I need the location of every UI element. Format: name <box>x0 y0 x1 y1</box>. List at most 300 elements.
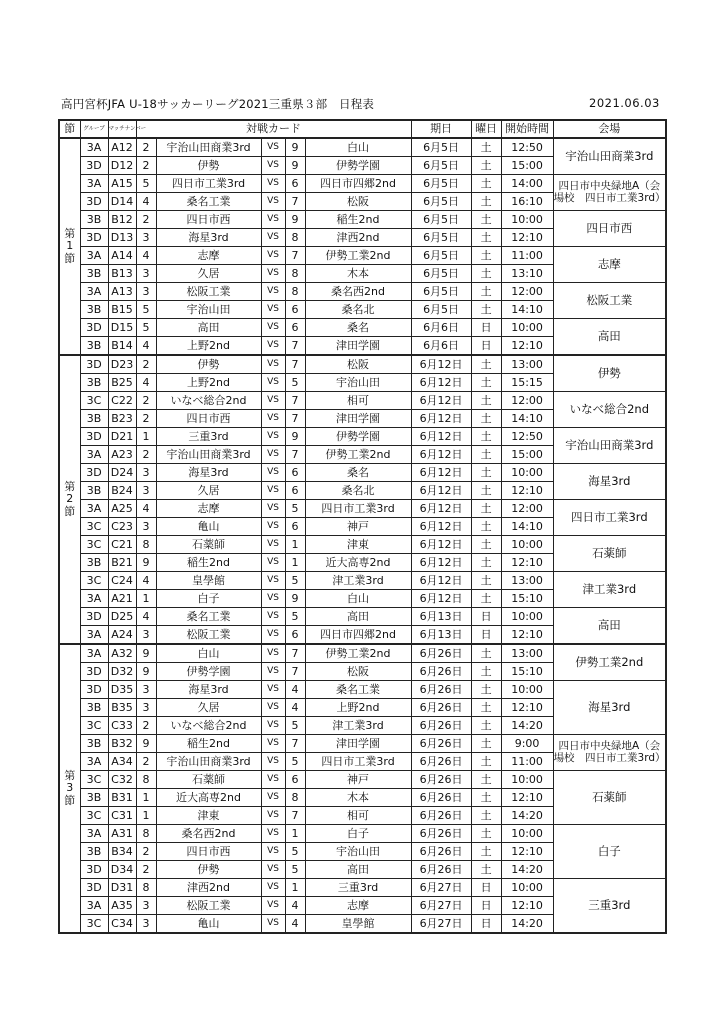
group-cell: 3B <box>80 211 108 229</box>
group-cell: 3C <box>80 807 108 825</box>
home-team-cell: 伊勢学園 <box>156 663 261 681</box>
date-cell: 6月12日 <box>411 464 471 482</box>
away-team-cell: 津西2nd <box>305 229 411 247</box>
table-body <box>59 138 666 933</box>
date-cell: 6月6日 <box>411 337 471 356</box>
weekday-cell: 土 <box>471 536 501 554</box>
vs-cell: VS <box>261 699 285 717</box>
table-row <box>59 392 666 410</box>
match-number-cell: B14 <box>108 337 136 356</box>
away-seed-cell: 5 <box>285 374 305 392</box>
group-cell: 3A <box>80 626 108 645</box>
home-seed-cell: 8 <box>136 825 156 843</box>
home-team-cell: 稲生2nd <box>156 735 261 753</box>
group-cell: 3D <box>80 879 108 897</box>
start-time-cell: 10:00 <box>501 464 553 482</box>
home-team-cell: 伊勢 <box>156 355 261 374</box>
weekday-cell: 日 <box>471 337 501 356</box>
home-team-cell: 伊勢 <box>156 157 261 175</box>
date-cell: 6月27日 <box>411 897 471 915</box>
header-group: グループ <box>80 120 108 138</box>
home-team-cell: いなべ総合2nd <box>156 717 261 735</box>
start-time-cell: 15:00 <box>501 157 553 175</box>
weekday-cell: 土 <box>471 446 501 464</box>
home-team-cell: 亀山 <box>156 518 261 536</box>
match-number-cell: A35 <box>108 897 136 915</box>
vs-cell: VS <box>261 590 285 608</box>
home-seed-cell: 2 <box>136 843 156 861</box>
table-row <box>59 825 666 843</box>
match-number-cell: D35 <box>108 681 136 699</box>
match-number-cell: C22 <box>108 392 136 410</box>
away-seed-cell: 6 <box>285 301 305 319</box>
home-seed-cell: 3 <box>136 518 156 536</box>
date-cell: 6月12日 <box>411 446 471 464</box>
weekday-cell: 日 <box>471 897 501 915</box>
section-label <box>59 644 80 933</box>
venue-cell: 松阪工業 <box>553 283 666 319</box>
away-seed-cell: 5 <box>285 608 305 626</box>
match-number-cell: D24 <box>108 464 136 482</box>
start-time-cell: 12:50 <box>501 138 553 157</box>
away-seed-cell: 4 <box>285 915 305 934</box>
away-seed-cell: 9 <box>285 590 305 608</box>
away-team-cell: 神戸 <box>305 771 411 789</box>
vs-cell: VS <box>261 157 285 175</box>
away-team-cell: 白山 <box>305 138 411 157</box>
start-time-cell: 14:20 <box>501 861 553 879</box>
section-label-text: 第2節 <box>64 479 76 518</box>
match-number-cell: B24 <box>108 482 136 500</box>
weekday-cell: 土 <box>471 392 501 410</box>
weekday-cell: 土 <box>471 717 501 735</box>
home-seed-cell: 3 <box>136 915 156 934</box>
start-time-cell: 13:00 <box>501 644 553 663</box>
home-team-cell: 松阪工業 <box>156 897 261 915</box>
weekday-cell: 土 <box>471 374 501 392</box>
home-seed-cell: 9 <box>136 735 156 753</box>
away-team-cell: 伊勢工業2nd <box>305 446 411 464</box>
group-cell: 3D <box>80 229 108 247</box>
home-team-cell: 松阪工業 <box>156 283 261 301</box>
away-seed-cell: 1 <box>285 554 305 572</box>
home-seed-cell: 5 <box>136 175 156 193</box>
home-team-cell: 海星3rd <box>156 229 261 247</box>
home-seed-cell: 2 <box>136 355 156 374</box>
group-cell: 3C <box>80 915 108 934</box>
weekday-cell: 土 <box>471 644 501 663</box>
vs-cell: VS <box>261 626 285 645</box>
away-seed-cell: 5 <box>285 843 305 861</box>
match-number-cell: B25 <box>108 374 136 392</box>
away-team-cell: 白子 <box>305 825 411 843</box>
group-cell: 3C <box>80 392 108 410</box>
vs-cell: VS <box>261 283 285 301</box>
match-number-cell: D32 <box>108 663 136 681</box>
start-time-cell: 10:00 <box>501 879 553 897</box>
start-time-cell: 12:00 <box>501 283 553 301</box>
weekday-cell: 土 <box>471 843 501 861</box>
away-seed-cell: 7 <box>285 337 305 356</box>
header-section: 節 <box>59 120 80 138</box>
start-time-cell: 10:00 <box>501 771 553 789</box>
weekday-cell: 土 <box>471 157 501 175</box>
weekday-cell: 土 <box>471 410 501 428</box>
home-team-cell: 桑名西2nd <box>156 825 261 843</box>
home-seed-cell: 4 <box>136 572 156 590</box>
home-seed-cell: 1 <box>136 789 156 807</box>
match-number-cell: B13 <box>108 265 136 283</box>
away-team-cell: 伊勢工業2nd <box>305 644 411 663</box>
date-cell: 6月26日 <box>411 843 471 861</box>
away-team-cell: 津東 <box>305 536 411 554</box>
venue-cell: 伊勢工業2nd <box>553 644 666 681</box>
weekday-cell: 日 <box>471 319 501 337</box>
date-cell: 6月27日 <box>411 879 471 897</box>
away-team-cell: 木本 <box>305 265 411 283</box>
date-cell: 6月26日 <box>411 735 471 753</box>
start-time-cell: 13:00 <box>501 572 553 590</box>
away-team-cell: 宇治山田 <box>305 843 411 861</box>
venue-cell: 四日市西 <box>553 211 666 247</box>
group-cell: 3C <box>80 572 108 590</box>
home-seed-cell: 4 <box>136 500 156 518</box>
away-team-cell: 上野2nd <box>305 699 411 717</box>
away-seed-cell: 6 <box>285 771 305 789</box>
away-team-cell: 津田学園 <box>305 735 411 753</box>
venue-cell: 宇治山田商業3rd <box>553 428 666 464</box>
match-number-cell: A13 <box>108 283 136 301</box>
group-cell: 3B <box>80 482 108 500</box>
match-number-cell: C31 <box>108 807 136 825</box>
match-number-cell: D34 <box>108 861 136 879</box>
home-team-cell: 四日市西 <box>156 410 261 428</box>
vs-cell: VS <box>261 374 285 392</box>
weekday-cell: 土 <box>471 807 501 825</box>
group-cell: 3A <box>80 138 108 157</box>
weekday-cell: 土 <box>471 590 501 608</box>
weekday-cell: 土 <box>471 229 501 247</box>
away-team-cell: 稲生2nd <box>305 211 411 229</box>
home-team-cell: 宇治山田商業3rd <box>156 138 261 157</box>
away-seed-cell: 8 <box>285 283 305 301</box>
vs-cell: VS <box>261 554 285 572</box>
date-cell: 6月5日 <box>411 193 471 211</box>
home-team-cell: 上野2nd <box>156 374 261 392</box>
away-team-cell: 桑名 <box>305 464 411 482</box>
date-cell: 6月26日 <box>411 681 471 699</box>
vs-cell: VS <box>261 644 285 663</box>
vs-cell: VS <box>261 879 285 897</box>
weekday-cell: 土 <box>471 572 501 590</box>
match-number-cell: B15 <box>108 301 136 319</box>
date-cell: 6月13日 <box>411 626 471 645</box>
group-cell: 3D <box>80 428 108 446</box>
match-number-cell: A23 <box>108 446 136 464</box>
weekday-cell: 土 <box>471 699 501 717</box>
weekday-cell: 日 <box>471 626 501 645</box>
date-cell: 6月6日 <box>411 319 471 337</box>
vs-cell: VS <box>261 482 285 500</box>
table-row <box>59 211 666 229</box>
date-cell: 6月5日 <box>411 157 471 175</box>
home-team-cell: 四日市工業3rd <box>156 175 261 193</box>
away-team-cell: 桑名 <box>305 319 411 337</box>
home-seed-cell: 3 <box>136 464 156 482</box>
away-team-cell: 三重3rd <box>305 879 411 897</box>
group-cell: 3B <box>80 735 108 753</box>
away-seed-cell: 9 <box>285 157 305 175</box>
vs-cell: VS <box>261 861 285 879</box>
home-seed-cell: 2 <box>136 446 156 464</box>
vs-cell: VS <box>261 355 285 374</box>
weekday-cell: 日 <box>471 879 501 897</box>
venue-cell: 高田 <box>553 608 666 645</box>
table-row <box>59 572 666 590</box>
start-time-cell: 9:00 <box>501 735 553 753</box>
table-row <box>59 735 666 753</box>
start-time-cell: 10:00 <box>501 681 553 699</box>
home-seed-cell: 3 <box>136 265 156 283</box>
away-seed-cell: 4 <box>285 699 305 717</box>
away-seed-cell: 9 <box>285 428 305 446</box>
vs-cell: VS <box>261 247 285 265</box>
home-team-cell: 白山 <box>156 644 261 663</box>
away-team-cell: 松阪 <box>305 193 411 211</box>
weekday-cell: 土 <box>471 482 501 500</box>
start-time-cell: 12:50 <box>501 428 553 446</box>
match-number-cell: C33 <box>108 717 136 735</box>
header-venue: 会場 <box>553 120 666 138</box>
date-cell: 6月26日 <box>411 789 471 807</box>
away-team-cell: 津工業3rd <box>305 717 411 735</box>
home-team-cell: 津東 <box>156 807 261 825</box>
venue-cell: いなべ総合2nd <box>553 392 666 428</box>
away-team-cell: 志摩 <box>305 897 411 915</box>
away-team-cell: 皇學館 <box>305 915 411 934</box>
start-time-cell: 15:10 <box>501 663 553 681</box>
away-seed-cell: 5 <box>285 753 305 771</box>
group-cell: 3C <box>80 518 108 536</box>
home-team-cell: 白子 <box>156 590 261 608</box>
header-match-card: 対戦カード <box>136 120 411 138</box>
vs-cell: VS <box>261 337 285 356</box>
match-number-cell: A14 <box>108 247 136 265</box>
date-cell: 6月26日 <box>411 644 471 663</box>
start-time-cell: 14:10 <box>501 518 553 536</box>
date-cell: 6月12日 <box>411 500 471 518</box>
table-row <box>59 608 666 626</box>
away-seed-cell: 7 <box>285 663 305 681</box>
match-number-cell: D14 <box>108 193 136 211</box>
away-team-cell: 近大高専2nd <box>305 554 411 572</box>
match-number-cell: B32 <box>108 735 136 753</box>
weekday-cell: 土 <box>471 861 501 879</box>
weekday-cell: 土 <box>471 175 501 193</box>
home-team-cell: 松阪工業 <box>156 626 261 645</box>
home-team-cell: 宇治山田商業3rd <box>156 446 261 464</box>
group-cell: 3A <box>80 500 108 518</box>
away-seed-cell: 5 <box>285 572 305 590</box>
venue-cell: 石薬師 <box>553 536 666 572</box>
vs-cell: VS <box>261 301 285 319</box>
away-seed-cell: 7 <box>285 735 305 753</box>
home-team-cell: 皇學館 <box>156 572 261 590</box>
away-team-cell: 津田学園 <box>305 410 411 428</box>
date-cell: 6月12日 <box>411 518 471 536</box>
match-number-cell: C23 <box>108 518 136 536</box>
home-seed-cell: 1 <box>136 590 156 608</box>
away-seed-cell: 7 <box>285 644 305 663</box>
vs-cell: VS <box>261 825 285 843</box>
away-seed-cell: 7 <box>285 446 305 464</box>
table-row <box>59 644 666 663</box>
match-number-cell: A32 <box>108 644 136 663</box>
schedule-table <box>58 119 667 934</box>
date-cell: 6月5日 <box>411 211 471 229</box>
vs-cell: VS <box>261 211 285 229</box>
group-cell: 3B <box>80 374 108 392</box>
home-team-cell: 久居 <box>156 482 261 500</box>
away-seed-cell: 6 <box>285 518 305 536</box>
weekday-cell: 日 <box>471 608 501 626</box>
start-time-cell: 14:10 <box>501 410 553 428</box>
weekday-cell: 土 <box>471 753 501 771</box>
away-seed-cell: 7 <box>285 247 305 265</box>
match-number-cell: A21 <box>108 590 136 608</box>
home-team-cell: 久居 <box>156 699 261 717</box>
date-cell: 6月12日 <box>411 428 471 446</box>
table-row <box>59 879 666 897</box>
start-time-cell: 10:00 <box>501 211 553 229</box>
group-cell: 3B <box>80 789 108 807</box>
away-seed-cell: 5 <box>285 717 305 735</box>
table-header <box>59 120 666 138</box>
vs-cell: VS <box>261 193 285 211</box>
match-number-cell: B21 <box>108 554 136 572</box>
home-team-cell: 志摩 <box>156 247 261 265</box>
match-number-cell: A34 <box>108 753 136 771</box>
home-team-cell: 稲生2nd <box>156 554 261 572</box>
group-cell: 3B <box>80 843 108 861</box>
start-time-cell: 11:00 <box>501 247 553 265</box>
vs-cell: VS <box>261 608 285 626</box>
away-team-cell: 桑名工業 <box>305 681 411 699</box>
away-team-cell: 松阪 <box>305 355 411 374</box>
home-seed-cell: 9 <box>136 644 156 663</box>
vs-cell: VS <box>261 500 285 518</box>
vs-cell: VS <box>261 789 285 807</box>
start-time-cell: 14:20 <box>501 807 553 825</box>
date-cell: 6月26日 <box>411 753 471 771</box>
vs-cell: VS <box>261 897 285 915</box>
vs-cell: VS <box>261 915 285 934</box>
home-seed-cell: 4 <box>136 193 156 211</box>
venue-cell: 海星3rd <box>553 464 666 500</box>
home-team-cell: 亀山 <box>156 915 261 934</box>
home-team-cell: 久居 <box>156 265 261 283</box>
away-team-cell: 伊勢学園 <box>305 428 411 446</box>
match-number-cell: D31 <box>108 879 136 897</box>
match-number-cell: A24 <box>108 626 136 645</box>
group-cell: 3A <box>80 446 108 464</box>
start-time-cell: 14:00 <box>501 175 553 193</box>
weekday-cell: 土 <box>471 825 501 843</box>
away-seed-cell: 8 <box>285 229 305 247</box>
away-seed-cell: 1 <box>285 879 305 897</box>
start-time-cell: 12:10 <box>501 897 553 915</box>
away-team-cell: 津田学園 <box>305 337 411 356</box>
match-number-cell: C21 <box>108 536 136 554</box>
vs-cell: VS <box>261 681 285 699</box>
weekday-cell: 土 <box>471 735 501 753</box>
start-time-cell: 14:20 <box>501 915 553 934</box>
venue-cell: 石薬師 <box>553 771 666 825</box>
away-seed-cell: 7 <box>285 807 305 825</box>
match-number-cell: C24 <box>108 572 136 590</box>
start-time-cell: 16:10 <box>501 193 553 211</box>
date-cell: 6月26日 <box>411 771 471 789</box>
away-team-cell: 四日市四郷2nd <box>305 626 411 645</box>
away-seed-cell: 6 <box>285 626 305 645</box>
home-seed-cell: 4 <box>136 374 156 392</box>
section-label <box>59 138 80 355</box>
match-number-cell: B12 <box>108 211 136 229</box>
start-time-cell: 12:10 <box>501 699 553 717</box>
weekday-cell: 土 <box>471 789 501 807</box>
weekday-cell: 土 <box>471 771 501 789</box>
section-label-text: 第3節 <box>64 768 76 807</box>
group-cell: 3B <box>80 699 108 717</box>
start-time-cell: 12:00 <box>501 392 553 410</box>
group-cell: 3D <box>80 157 108 175</box>
date-cell: 6月12日 <box>411 482 471 500</box>
date-cell: 6月12日 <box>411 355 471 374</box>
group-cell: 3A <box>80 247 108 265</box>
home-seed-cell: 3 <box>136 482 156 500</box>
home-seed-cell: 9 <box>136 663 156 681</box>
weekday-cell: 土 <box>471 500 501 518</box>
table-row <box>59 138 666 157</box>
home-team-cell: 宇治山田 <box>156 301 261 319</box>
table-row <box>59 283 666 301</box>
venue-cell: 伊勢 <box>553 355 666 392</box>
away-team-cell: 高田 <box>305 861 411 879</box>
home-seed-cell: 1 <box>136 807 156 825</box>
match-number-cell: D13 <box>108 229 136 247</box>
away-seed-cell: 4 <box>285 897 305 915</box>
table-row <box>59 464 666 482</box>
date-cell: 6月5日 <box>411 247 471 265</box>
vs-cell: VS <box>261 807 285 825</box>
date-cell: 6月5日 <box>411 283 471 301</box>
home-seed-cell: 2 <box>136 138 156 157</box>
weekday-cell: 土 <box>471 518 501 536</box>
table-row <box>59 536 666 554</box>
date-cell: 6月5日 <box>411 138 471 157</box>
away-team-cell: 四日市工業3rd <box>305 500 411 518</box>
start-time-cell: 12:10 <box>501 789 553 807</box>
group-cell: 3C <box>80 717 108 735</box>
match-number-cell: A31 <box>108 825 136 843</box>
start-time-cell: 12:00 <box>501 500 553 518</box>
home-seed-cell: 2 <box>136 157 156 175</box>
match-number-cell: B34 <box>108 843 136 861</box>
vs-cell: VS <box>261 229 285 247</box>
group-cell: 3C <box>80 771 108 789</box>
venue-cell: 四日市工業3rd <box>553 500 666 536</box>
away-seed-cell: 5 <box>285 861 305 879</box>
